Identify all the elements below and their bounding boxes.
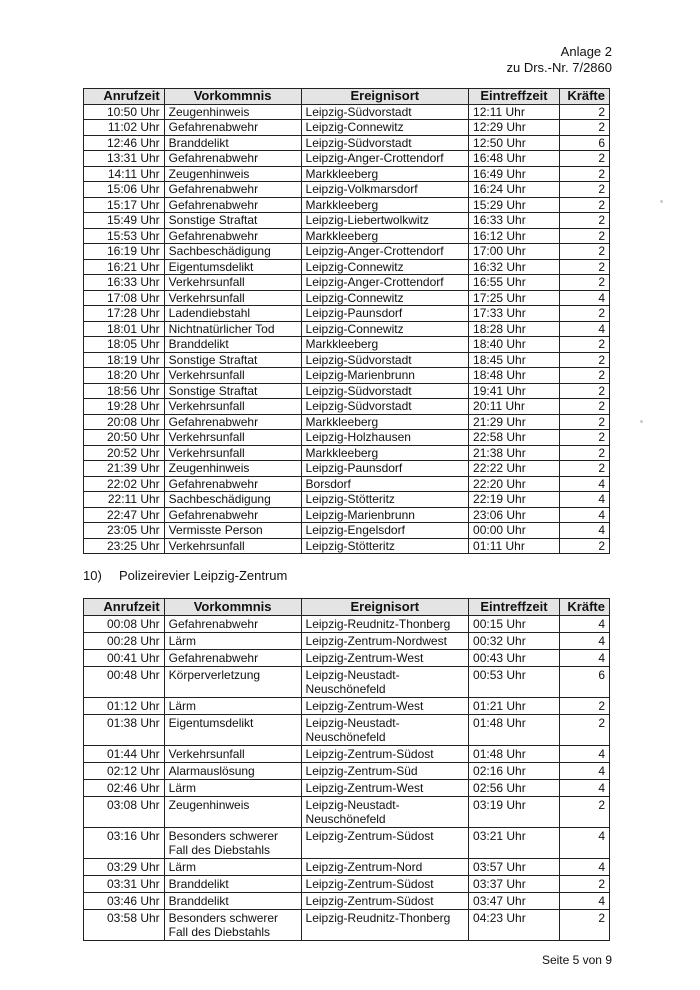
cell-ereignisort: Markkleeberg: [301, 166, 469, 182]
cell-eintreffzeit: 16:55 Uhr: [469, 275, 560, 291]
cell-ereignisort: Leipzig-Zentrum-Südost: [301, 876, 469, 893]
cell-anrufzeit: 17:08 Uhr: [84, 290, 165, 306]
cell-eintreffzeit: 00:32 Uhr: [469, 633, 560, 650]
cell-vorkommnis: Verkehrsunfall: [164, 445, 301, 461]
col-ereignisort: Ereignisort: [301, 599, 469, 616]
cell-kraefte: 2: [559, 368, 609, 384]
cell-anrufzeit: 16:21 Uhr: [84, 259, 165, 275]
cell-kraefte: 4: [559, 650, 609, 667]
cell-kraefte: 2: [559, 698, 609, 715]
cell-eintreffzeit: 22:22 Uhr: [469, 461, 560, 477]
incident-table-1: [83, 88, 610, 554]
table-row: [84, 414, 610, 430]
cell-vorkommnis: Sonstige Straftat: [164, 383, 301, 399]
cell-eintreffzeit: 23:06 Uhr: [469, 507, 560, 523]
table-row: [84, 616, 610, 633]
cell-kraefte: 2: [559, 337, 609, 353]
cell-eintreffzeit: 21:38 Uhr: [469, 445, 560, 461]
cell-vorkommnis: Vermisste Person: [164, 523, 301, 539]
cell-eintreffzeit: 20:11 Uhr: [469, 399, 560, 415]
cell-eintreffzeit: 01:11 Uhr: [469, 538, 560, 554]
cell-vorkommnis: Körperverletzung: [164, 667, 301, 698]
col-kraefte: Kräfte: [559, 89, 609, 105]
cell-ereignisort: Leipzig-Holzhausen: [301, 430, 469, 446]
cell-eintreffzeit: 17:33 Uhr: [469, 306, 560, 322]
cell-eintreffzeit: 01:48 Uhr: [469, 746, 560, 763]
cell-anrufzeit: 02:12 Uhr: [84, 763, 165, 780]
table-row: [84, 151, 610, 167]
cell-vorkommnis: Nichtnatürlicher Tod: [164, 321, 301, 337]
cell-ereignisort: Leipzig-Connewitz: [301, 321, 469, 337]
cell-eintreffzeit: 18:28 Uhr: [469, 321, 560, 337]
cell-vorkommnis: Gefahrenabwehr: [164, 151, 301, 167]
cell-eintreffzeit: 00:00 Uhr: [469, 523, 560, 539]
cell-eintreffzeit: 01:21 Uhr: [469, 698, 560, 715]
cell-vorkommnis: Zeugenhinweis: [164, 797, 301, 828]
table-row: [84, 275, 610, 291]
cell-anrufzeit: 02:46 Uhr: [84, 780, 165, 797]
cell-eintreffzeit: 22:20 Uhr: [469, 476, 560, 492]
cell-eintreffzeit: 18:48 Uhr: [469, 368, 560, 384]
cell-kraefte: 2: [559, 259, 609, 275]
table-row: [84, 166, 610, 182]
col-anrufzeit: Anrufzeit: [84, 89, 165, 105]
section-number: 10): [83, 568, 102, 583]
cell-ereignisort: Leipzig-Südvorstadt: [301, 104, 469, 120]
cell-ereignisort: Leipzig-Anger-Crottendorf: [301, 244, 469, 260]
cell-kraefte: 4: [559, 746, 609, 763]
cell-eintreffzeit: 17:25 Uhr: [469, 290, 560, 306]
cell-eintreffzeit: 12:29 Uhr: [469, 120, 560, 136]
cell-kraefte: 2: [559, 166, 609, 182]
cell-kraefte: 4: [559, 893, 609, 910]
cell-kraefte: 4: [559, 476, 609, 492]
table-row: [84, 523, 610, 539]
cell-ereignisort: Leipzig-Stötteritz: [301, 492, 469, 508]
annex-label: Anlage 2: [560, 44, 612, 59]
cell-vorkommnis: Zeugenhinweis: [164, 166, 301, 182]
cell-vorkommnis: Gefahrenabwehr: [164, 476, 301, 492]
cell-ereignisort: Leipzig-Neustadt-Neuschönefeld: [301, 667, 469, 698]
cell-kraefte: 2: [559, 383, 609, 399]
table-row: [84, 259, 610, 275]
table-row: [84, 797, 610, 828]
cell-eintreffzeit: 22:58 Uhr: [469, 430, 560, 446]
table-header-row: [84, 89, 610, 105]
cell-kraefte: 4: [559, 616, 609, 633]
cell-ereignisort: Leipzig-Reudnitz-Thonberg: [301, 910, 469, 941]
table-header-row: [84, 599, 610, 616]
cell-vorkommnis: Branddelikt: [164, 876, 301, 893]
table-row: [84, 290, 610, 306]
cell-eintreffzeit: 04:23 Uhr: [469, 910, 560, 941]
cell-eintreffzeit: 03:21 Uhr: [469, 828, 560, 859]
cell-ereignisort: Leipzig-Paunsdorf: [301, 461, 469, 477]
table-row: [84, 667, 610, 698]
cell-kraefte: 2: [559, 352, 609, 368]
cell-eintreffzeit: 16:48 Uhr: [469, 151, 560, 167]
cell-kraefte: 4: [559, 859, 609, 876]
cell-anrufzeit: 18:20 Uhr: [84, 368, 165, 384]
cell-ereignisort: Leipzig-Volkmarsdorf: [301, 182, 469, 198]
cell-ereignisort: Borsdorf: [301, 476, 469, 492]
cell-kraefte: 2: [559, 399, 609, 415]
cell-anrufzeit: 14:11 Uhr: [84, 166, 165, 182]
cell-vorkommnis: Sonstige Straftat: [164, 352, 301, 368]
cell-ereignisort: Markkleeberg: [301, 414, 469, 430]
cell-vorkommnis: Gefahrenabwehr: [164, 414, 301, 430]
cell-vorkommnis: Verkehrsunfall: [164, 399, 301, 415]
cell-anrufzeit: 03:08 Uhr: [84, 797, 165, 828]
cell-eintreffzeit: 00:15 Uhr: [469, 616, 560, 633]
cell-ereignisort: Leipzig-Zentrum-Südost: [301, 746, 469, 763]
cell-vorkommnis: Gefahrenabwehr: [164, 182, 301, 198]
cell-kraefte: 2: [559, 414, 609, 430]
print-reference: zu Drs.-Nr. 7/2860: [506, 60, 612, 75]
cell-eintreffzeit: 12:11 Uhr: [469, 104, 560, 120]
col-anrufzeit: Anrufzeit: [84, 599, 165, 616]
table-row: [84, 228, 610, 244]
cell-kraefte: 2: [559, 244, 609, 260]
cell-ereignisort: Leipzig-Zentrum-Süd: [301, 763, 469, 780]
cell-kraefte: 2: [559, 715, 609, 746]
table-row: [84, 698, 610, 715]
table-row: [84, 476, 610, 492]
table-row: [84, 893, 610, 910]
cell-eintreffzeit: 03:57 Uhr: [469, 859, 560, 876]
cell-kraefte: 4: [559, 780, 609, 797]
cell-anrufzeit: 22:11 Uhr: [84, 492, 165, 508]
cell-kraefte: 4: [559, 523, 609, 539]
cell-kraefte: 2: [559, 876, 609, 893]
cell-kraefte: 2: [559, 182, 609, 198]
cell-eintreffzeit: 00:53 Uhr: [469, 667, 560, 698]
table-row: [84, 746, 610, 763]
cell-eintreffzeit: 16:49 Uhr: [469, 166, 560, 182]
cell-anrufzeit: 22:02 Uhr: [84, 476, 165, 492]
table-row: [84, 763, 610, 780]
cell-ereignisort: Leipzig-Südvorstadt: [301, 352, 469, 368]
cell-vorkommnis: Lärm: [164, 780, 301, 797]
cell-kraefte: 2: [559, 213, 609, 229]
cell-anrufzeit: 22:47 Uhr: [84, 507, 165, 523]
cell-vorkommnis: Gefahrenabwehr: [164, 197, 301, 213]
cell-ereignisort: Leipzig-Connewitz: [301, 259, 469, 275]
cell-kraefte: 2: [559, 430, 609, 446]
table-row: [84, 538, 610, 554]
cell-vorkommnis: Verkehrsunfall: [164, 430, 301, 446]
table-body-1: [84, 104, 610, 554]
cell-kraefte: 2: [559, 797, 609, 828]
cell-eintreffzeit: 15:29 Uhr: [469, 197, 560, 213]
cell-anrufzeit: 18:19 Uhr: [84, 352, 165, 368]
cell-anrufzeit: 23:05 Uhr: [84, 523, 165, 539]
cell-anrufzeit: 18:01 Uhr: [84, 321, 165, 337]
cell-vorkommnis: Eigentumsdelikt: [164, 259, 301, 275]
cell-ereignisort: Leipzig-Stötteritz: [301, 538, 469, 554]
cell-kraefte: 2: [559, 461, 609, 477]
cell-vorkommnis: Branddelikt: [164, 893, 301, 910]
cell-kraefte: 4: [559, 492, 609, 508]
cell-eintreffzeit: 18:40 Uhr: [469, 337, 560, 353]
cell-anrufzeit: 12:46 Uhr: [84, 135, 165, 151]
cell-anrufzeit: 20:52 Uhr: [84, 445, 165, 461]
cell-ereignisort: Leipzig-Zentrum-Nordwest: [301, 633, 469, 650]
cell-vorkommnis: Verkehrsunfall: [164, 368, 301, 384]
cell-eintreffzeit: 16:24 Uhr: [469, 182, 560, 198]
cell-kraefte: 4: [559, 763, 609, 780]
cell-ereignisort: Markkleeberg: [301, 228, 469, 244]
cell-ereignisort: Leipzig-Liebertwolkwitz: [301, 213, 469, 229]
table-row: [84, 780, 610, 797]
cell-ereignisort: Markkleeberg: [301, 445, 469, 461]
table-row: [84, 910, 610, 941]
cell-anrufzeit: 13:31 Uhr: [84, 151, 165, 167]
cell-kraefte: 2: [559, 910, 609, 941]
cell-anrufzeit: 03:16 Uhr: [84, 828, 165, 859]
cell-anrufzeit: 01:38 Uhr: [84, 715, 165, 746]
cell-vorkommnis: Gefahrenabwehr: [164, 650, 301, 667]
cell-anrufzeit: 15:53 Uhr: [84, 228, 165, 244]
cell-eintreffzeit: 03:37 Uhr: [469, 876, 560, 893]
cell-anrufzeit: 23:25 Uhr: [84, 538, 165, 554]
cell-vorkommnis: Zeugenhinweis: [164, 104, 301, 120]
cell-kraefte: 2: [559, 306, 609, 322]
cell-anrufzeit: 03:31 Uhr: [84, 876, 165, 893]
cell-anrufzeit: 19:28 Uhr: [84, 399, 165, 415]
cell-anrufzeit: 11:02 Uhr: [84, 120, 165, 136]
cell-vorkommnis: Gefahrenabwehr: [164, 616, 301, 633]
cell-anrufzeit: 20:50 Uhr: [84, 430, 165, 446]
table-row: [84, 876, 610, 893]
cell-vorkommnis: Besonders schwerer Fall des Diebstahls: [164, 828, 301, 859]
cell-ereignisort: Leipzig-Südvorstadt: [301, 383, 469, 399]
cell-vorkommnis: Besonders schwerer Fall des Diebstahls: [164, 910, 301, 941]
cell-ereignisort: Leipzig-Neustadt-Neuschönefeld: [301, 797, 469, 828]
cell-ereignisort: Leipzig-Zentrum-West: [301, 650, 469, 667]
cell-eintreffzeit: 01:48 Uhr: [469, 715, 560, 746]
cell-vorkommnis: Branddelikt: [164, 135, 301, 151]
cell-vorkommnis: Verkehrsunfall: [164, 275, 301, 291]
cell-anrufzeit: 15:06 Uhr: [84, 182, 165, 198]
cell-anrufzeit: 17:28 Uhr: [84, 306, 165, 322]
cell-anrufzeit: 16:33 Uhr: [84, 275, 165, 291]
cell-eintreffzeit: 18:45 Uhr: [469, 352, 560, 368]
scan-speck: [640, 420, 643, 423]
cell-vorkommnis: Verkehrsunfall: [164, 746, 301, 763]
cell-ereignisort: Leipzig-Engelsdorf: [301, 523, 469, 539]
cell-ereignisort: Leipzig-Marienbrunn: [301, 368, 469, 384]
col-ereignisort: Ereignisort: [301, 89, 469, 105]
table-row: [84, 104, 610, 120]
cell-vorkommnis: Gefahrenabwehr: [164, 507, 301, 523]
cell-kraefte: 4: [559, 290, 609, 306]
table-row: [84, 633, 610, 650]
cell-ereignisort: Leipzig-Neustadt-Neuschönefeld: [301, 715, 469, 746]
cell-anrufzeit: 03:29 Uhr: [84, 859, 165, 876]
cell-ereignisort: Leipzig-Connewitz: [301, 120, 469, 136]
table-row: [84, 828, 610, 859]
section-title: Polizeirevier Leipzig-Zentrum: [119, 568, 288, 583]
cell-anrufzeit: 10:50 Uhr: [84, 104, 165, 120]
cell-eintreffzeit: 00:43 Uhr: [469, 650, 560, 667]
table-row: [84, 383, 610, 399]
cell-vorkommnis: Lärm: [164, 633, 301, 650]
cell-anrufzeit: 00:41 Uhr: [84, 650, 165, 667]
table-row: [84, 321, 610, 337]
table-row: [84, 368, 610, 384]
cell-kraefte: 6: [559, 667, 609, 698]
cell-kraefte: 2: [559, 120, 609, 136]
document-header: [507, 44, 613, 76]
cell-eintreffzeit: 02:16 Uhr: [469, 763, 560, 780]
table-row: [84, 244, 610, 260]
cell-eintreffzeit: 22:19 Uhr: [469, 492, 560, 508]
cell-kraefte: 4: [559, 507, 609, 523]
cell-kraefte: 4: [559, 633, 609, 650]
cell-eintreffzeit: 16:32 Uhr: [469, 259, 560, 275]
cell-eintreffzeit: 17:00 Uhr: [469, 244, 560, 260]
cell-vorkommnis: Zeugenhinweis: [164, 461, 301, 477]
cell-vorkommnis: Eigentumsdelikt: [164, 715, 301, 746]
cell-kraefte: 4: [559, 828, 609, 859]
col-eintreffzeit: Eintreffzeit: [469, 89, 560, 105]
cell-anrufzeit: 00:28 Uhr: [84, 633, 165, 650]
table-row: [84, 399, 610, 415]
table-row: [84, 352, 610, 368]
cell-anrufzeit: 01:44 Uhr: [84, 746, 165, 763]
table-row: [84, 337, 610, 353]
table-row: [84, 461, 610, 477]
table-row: [84, 306, 610, 322]
table-row: [84, 135, 610, 151]
cell-kraefte: 2: [559, 228, 609, 244]
scan-speck: [660, 200, 663, 203]
cell-ereignisort: Leipzig-Paunsdorf: [301, 306, 469, 322]
cell-vorkommnis: Sonstige Straftat: [164, 213, 301, 229]
cell-kraefte: 4: [559, 321, 609, 337]
cell-anrufzeit: 00:08 Uhr: [84, 616, 165, 633]
cell-kraefte: 2: [559, 538, 609, 554]
cell-kraefte: 2: [559, 445, 609, 461]
cell-eintreffzeit: 02:56 Uhr: [469, 780, 560, 797]
cell-eintreffzeit: 21:29 Uhr: [469, 414, 560, 430]
cell-vorkommnis: Branddelikt: [164, 337, 301, 353]
incident-table-2: [83, 598, 610, 941]
page-number: Seite 5 von 9: [541, 953, 612, 967]
cell-eintreffzeit: 03:47 Uhr: [469, 893, 560, 910]
cell-vorkommnis: Alarmauslösung: [164, 763, 301, 780]
cell-ereignisort: Leipzig-Südvorstadt: [301, 135, 469, 151]
cell-kraefte: 2: [559, 104, 609, 120]
cell-anrufzeit: 03:46 Uhr: [84, 893, 165, 910]
cell-kraefte: 2: [559, 151, 609, 167]
cell-vorkommnis: Gefahrenabwehr: [164, 228, 301, 244]
col-vorkommnis: Vorkommnis: [164, 89, 301, 105]
cell-anrufzeit: 16:19 Uhr: [84, 244, 165, 260]
cell-ereignisort: Leipzig-Reudnitz-Thonberg: [301, 616, 469, 633]
cell-vorkommnis: Ladendiebstahl: [164, 306, 301, 322]
col-kraefte: Kräfte: [559, 599, 609, 616]
cell-kraefte: 2: [559, 275, 609, 291]
cell-kraefte: 6: [559, 135, 609, 151]
table-row: [84, 120, 610, 136]
cell-vorkommnis: Verkehrsunfall: [164, 538, 301, 554]
cell-eintreffzeit: 16:12 Uhr: [469, 228, 560, 244]
cell-ereignisort: Markkleeberg: [301, 337, 469, 353]
table-row: [84, 650, 610, 667]
cell-ereignisort: Markkleeberg: [301, 197, 469, 213]
cell-anrufzeit: 18:05 Uhr: [84, 337, 165, 353]
cell-eintreffzeit: 12:50 Uhr: [469, 135, 560, 151]
cell-anrufzeit: 00:48 Uhr: [84, 667, 165, 698]
cell-anrufzeit: 15:49 Uhr: [84, 213, 165, 229]
table-row: [84, 492, 610, 508]
cell-vorkommnis: Sachbeschädigung: [164, 492, 301, 508]
table-row: [84, 859, 610, 876]
cell-vorkommnis: Lärm: [164, 859, 301, 876]
cell-anrufzeit: 21:39 Uhr: [84, 461, 165, 477]
cell-ereignisort: Leipzig-Anger-Crottendorf: [301, 275, 469, 291]
cell-ereignisort: Leipzig-Südvorstadt: [301, 399, 469, 415]
cell-ereignisort: Leipzig-Anger-Crottendorf: [301, 151, 469, 167]
cell-anrufzeit: 20:08 Uhr: [84, 414, 165, 430]
cell-ereignisort: Leipzig-Marienbrunn: [301, 507, 469, 523]
col-eintreffzeit: Eintreffzeit: [469, 599, 560, 616]
section-heading: [83, 568, 287, 583]
cell-ereignisort: Leipzig-Zentrum-Nord: [301, 859, 469, 876]
cell-vorkommnis: Verkehrsunfall: [164, 290, 301, 306]
cell-ereignisort: Leipzig-Zentrum-West: [301, 698, 469, 715]
cell-kraefte: 2: [559, 197, 609, 213]
table-body-2: [84, 616, 610, 941]
table-row: [84, 715, 610, 746]
cell-vorkommnis: Sachbeschädigung: [164, 244, 301, 260]
cell-eintreffzeit: 19:41 Uhr: [469, 383, 560, 399]
table-row: [84, 507, 610, 523]
cell-vorkommnis: Lärm: [164, 698, 301, 715]
cell-ereignisort: Leipzig-Zentrum-West: [301, 780, 469, 797]
cell-vorkommnis: Gefahrenabwehr: [164, 120, 301, 136]
col-vorkommnis: Vorkommnis: [164, 599, 301, 616]
cell-eintreffzeit: 03:19 Uhr: [469, 797, 560, 828]
cell-ereignisort: Leipzig-Zentrum-Südost: [301, 893, 469, 910]
table-row: [84, 213, 610, 229]
cell-anrufzeit: 03:58 Uhr: [84, 910, 165, 941]
table-row: [84, 445, 610, 461]
cell-eintreffzeit: 16:33 Uhr: [469, 213, 560, 229]
cell-anrufzeit: 18:56 Uhr: [84, 383, 165, 399]
cell-anrufzeit: 01:12 Uhr: [84, 698, 165, 715]
table-row: [84, 182, 610, 198]
cell-anrufzeit: 15:17 Uhr: [84, 197, 165, 213]
table-row: [84, 430, 610, 446]
table-row: [84, 197, 610, 213]
cell-ereignisort: Leipzig-Zentrum-Südost: [301, 828, 469, 859]
cell-ereignisort: Leipzig-Connewitz: [301, 290, 469, 306]
